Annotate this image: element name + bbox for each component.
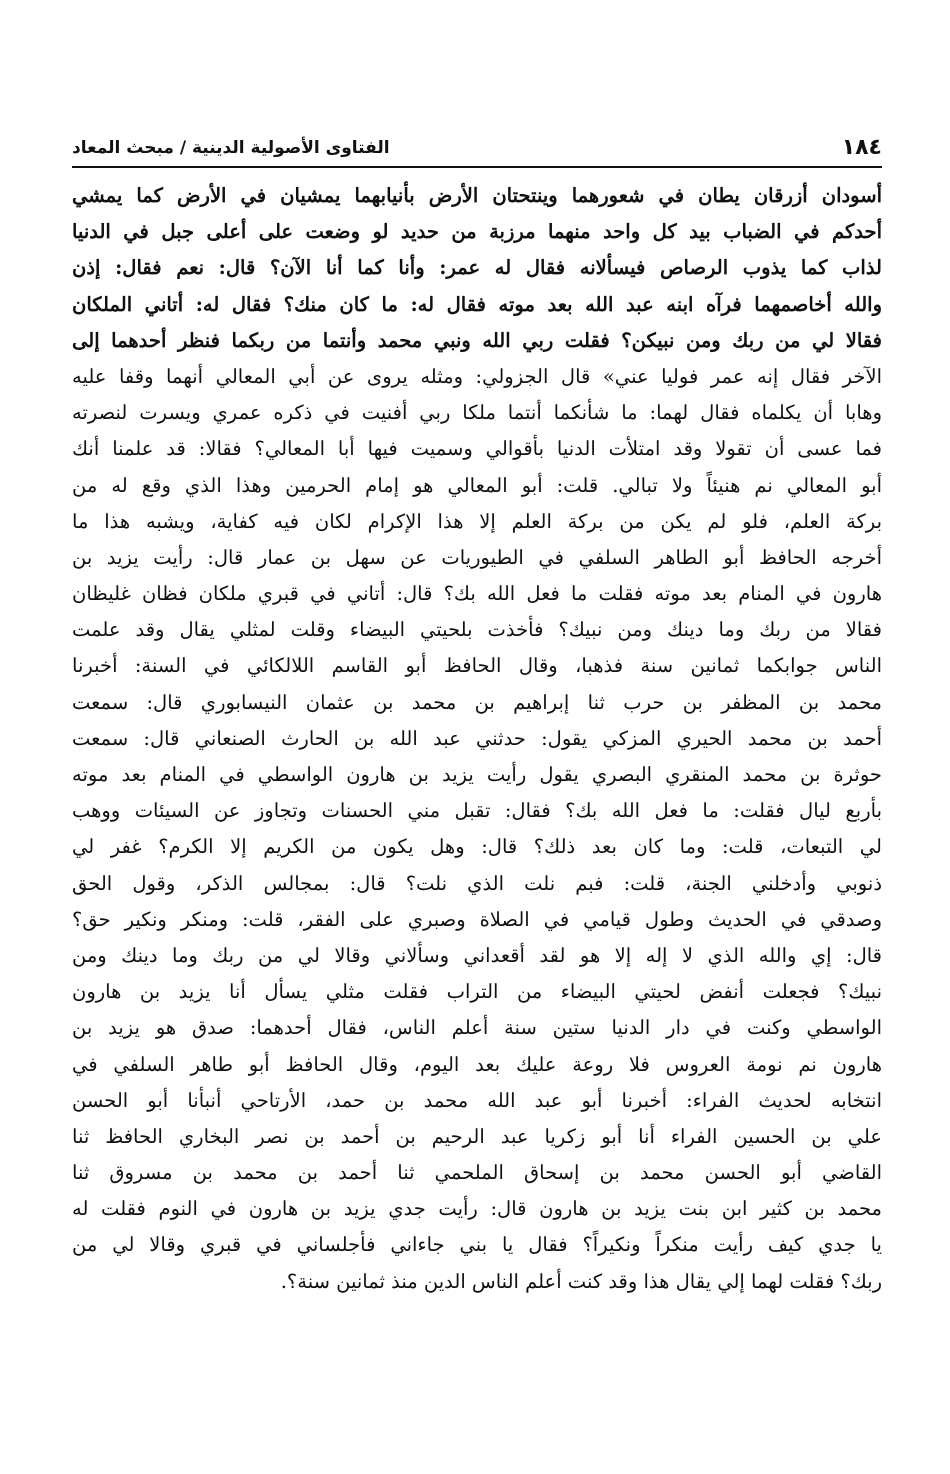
text-line: الواسطي وكنت في دار الدنيا ستين سنة أعلم الناس، فقال أحدهما: صدق هو يزيد بن [72,1016,882,1040]
text-line: أحمد بن محمد الحيري المزكي يقول: حدثني عبد الله بن الحارث الصنعاني قال: سمعت [72,726,882,750]
text-line: أبو المعالي نم هنيئاً ولا تبالي. قلت: أبو المعالي هو إمام الحرمين وهذا الذي وقع له من [72,473,882,497]
page-number: ١٨٤ [841,135,882,160]
text-line: علي بن الحسين الفراء أنا أبو زكريا عبد الرحيم بن أحمد بن نصر البخاري الحافظ ثنا [72,1124,882,1148]
text-line: لذاب كما يذوب الرصاص فيسألانه فقال له عمر: وأنا كما أنا الآن؟ قال: نعم فقال: إذن [72,256,882,280]
text-line: الناس جوابكما ثمانين سنة فذهبا، وقال الحافظ أبو القاسم اللالكائي في السنة: أخبرنا [72,654,882,678]
text-line: ربك؟ فقلت لهما إلي يقال هذا وقد كنت أعلم الناس الدين منذ ثمانين سنة؟. [280,1269,882,1293]
text-line: فقالا من ربك وما دينك ومن نبيك؟ فأخذت بلحيتي البيضاء وقلت لمثلي يقال وقد علمت [72,618,882,642]
text-line: أحدكم في الضباب بيد كل واحد منهما مرزبة من حديد لو وضعت على أعلى جبل في الدنيا [72,220,882,244]
text-line: فقالا لي من ربك ومن نبيكن؟ فقلت ربي الله ونبي محمد وأنتما من ربكما فنظر أحدهما إلى [72,328,882,352]
body-text [72,178,882,1300]
text-line: فما عسى أن تقولا وقد امتلأت الدنيا بأقوالي وسميت فيها أبا المعالي؟ فقالا: قد علمنا أنك [72,437,882,461]
text-line: وصدقي في الحديث وطول قيامي في الصلاة وصبري على الفقر، قلت: ومنكر ونكير حق؟ [72,907,882,931]
running-title: الفتاوى الأصولية الدينية / مبحث المعاد [72,138,390,158]
text-line: والله أخاصمهما فرآه ابنه عبد الله بعد موته فقال له: ما كان منك؟ فقال له: أتاني الملكان [72,292,882,316]
text-line: هارون نم نومة العروس فلا روعة عليك بعد اليوم، وقال الحافظ أبو طاهر السلفي في [72,1052,882,1076]
text-line: وهابا أن يكلماه فقال لهما: ما شأنكما أنتما ملكا ربي أفنيت في ذكره عمري ويسرت لنصرته [72,401,882,425]
text-line: أخرجه الحافظ أبو الطاهر السلفي في الطيوريات عن سهل بن عمار قال: رأيت يزيد بن [72,545,882,569]
text-line: أسودان أزرقان يطان في شعورهما وينتحتان الأرض بأنيابهما يمشيان في الأرض كما يمشي [72,184,882,207]
text-line: الآخر فقال إنه عمر فوليا عني» قال الجزولي: ومثله يروى عن أبي المعالي أنهما وقفا عليه [72,364,882,388]
text-line: قال: إي والله الذي لا إله إلا هو لقد أقعداني وسألاني وقالا لي من ربك وما دينك ومن [72,943,882,967]
text-line: محمد بن كثير ابن بنت يزيد بن هارون قال: رأيت جدي يزيد بن هارون في النوم فقلت له [72,1197,882,1221]
text-line: لي التبعات، قلت: وما كان بعد ذلك؟ قال: وهل يكون من الكريم إلا الكرم؟ غفر لي [72,835,882,859]
text-line: نبيك؟ فجعلت أنفض لحيتي البيضاء من التراب فقلت مثلي يسأل أنا يزيد بن هارون [72,980,882,1004]
running-header [72,128,882,162]
text-line: ذنوبي وأدخلني الجنة، قلت: فبم نلت الذي نلت؟ قال: بمجالس الذكر، وقول الحق [72,871,882,895]
text-line: القاضي أبو الحسن محمد بن إسحاق الملحمي ثنا أحمد بن محمد بن مسروق ثنا [72,1161,882,1185]
text-line: هارون في المنام بعد موته فقلت ما فعل الله بك؟ قال: أتاني في قبري ملكان فظان غليظان [72,582,882,606]
header-rule [72,166,882,168]
text-line: انتخابه لحديث الفراء: أخبرنا أبو عبد الله محمد بن حمد، الأرتاحي أنبأنا أبو الحسن [72,1088,882,1112]
book-page [72,128,882,1300]
text-line: يا جدي كيف رأيت منكراً ونكيراً؟ فقال يا بني جاءاني فأجلساني في قبري وقالا لي من [72,1233,882,1257]
text-line: بأربع ليال فقلت: ما فعل الله بك؟ فقال: تقبل مني الحسنات وتجاوز عن السيئات ووهب [72,799,882,823]
text-line: محمد بن المظفر بن حرب ثنا إبراهيم بن محمد بن عثمان النيسابوري قال: سمعت [72,690,882,714]
text-line: حوثرة بن محمد المنقري البصري يقول رأيت يزيد بن هارون الواسطي في المنام بعد موته [72,763,882,786]
text-line: بركة العلم، فلو لم يكن من بركة العلم إلا هذا الإكرام لكان فيه كفاية، ويشبه هذا ما [72,509,882,533]
